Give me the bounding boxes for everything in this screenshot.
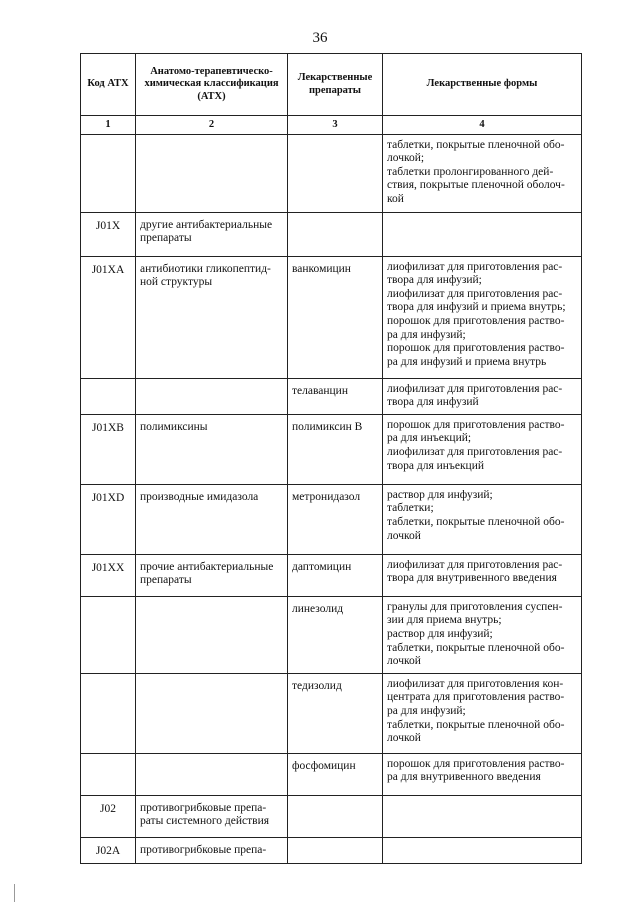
dosage-form-line: ра для внутривенного введения	[387, 771, 541, 784]
dosage-form-line: порошок для приготовления раство-	[387, 314, 565, 327]
table-row	[81, 753, 582, 795]
header-atc-code: Код АТХ	[81, 54, 136, 116]
dosage-form-line: твора для инфузий	[387, 396, 479, 409]
dosage-form-line: лочкой	[387, 655, 421, 668]
table-row	[81, 378, 582, 414]
atc-classification-cell: прочие антибактериальные препараты	[136, 554, 288, 596]
column-number-row	[81, 116, 582, 135]
dosage-form-line: твора для инфузий и приема внутрь;	[387, 301, 566, 314]
atc-code-cell: J01X	[81, 212, 136, 256]
header-drugs: Лекарственные препараты	[288, 54, 383, 116]
column-number: 4	[383, 116, 582, 135]
dosage-forms-cell	[383, 378, 582, 414]
dosage-form-line: таблетки, покрытые пленочной обо-	[387, 718, 565, 731]
atc-code-cell	[81, 134, 136, 212]
atc-code-cell	[81, 673, 136, 753]
header-dosage-forms: Лекарственные формы	[383, 54, 582, 116]
column-number: 1	[81, 116, 136, 135]
dosage-form-line: раствор для инфузий;	[387, 488, 493, 501]
dosage-forms-cell	[383, 837, 582, 863]
drug-name-cell	[288, 837, 383, 863]
dosage-form-line: лиофилизат для приготовления рас-	[387, 445, 563, 458]
atc-classification-cell	[136, 596, 288, 673]
table-row	[81, 134, 582, 212]
drug-name-cell	[288, 134, 383, 212]
dosage-form-line: лочкой	[387, 529, 421, 542]
drug-name-cell: метронидазол	[288, 484, 383, 554]
dosage-form-line: гранулы для приготовления суспен-	[387, 600, 563, 613]
atc-code-cell: J02A	[81, 837, 136, 863]
dosage-form-line: лиофилизат для приготовления рас-	[387, 558, 563, 571]
atc-code-cell: J02	[81, 795, 136, 837]
dosage-forms-cell	[383, 256, 582, 378]
atc-code-cell: J01XA	[81, 256, 136, 378]
header-atc-classification: Анатомо-терапевтическо-химическая классификация (АТХ)	[136, 54, 288, 116]
dosage-form-line: порошок для приготовления раство-	[387, 757, 565, 770]
dosage-form-line: лочкой	[387, 732, 421, 745]
dosage-form-line: кой	[387, 192, 404, 205]
dosage-form-line: таблетки, покрытые пленочной обо-	[387, 515, 565, 528]
dosage-form-line: ра для инфузий и приема внутрь	[387, 355, 547, 368]
atc-code-cell: J01XX	[81, 554, 136, 596]
dosage-forms-cell	[383, 795, 582, 837]
dosage-form-line: таблетки пролонгированного дей-	[387, 165, 554, 178]
atc-classification-cell: полимиксины	[136, 414, 288, 484]
table-row	[81, 414, 582, 484]
drug-classification-table	[80, 53, 582, 864]
drug-name-cell: тедизолид	[288, 673, 383, 753]
dosage-forms-cell	[383, 414, 582, 484]
dosage-forms-cell	[383, 673, 582, 753]
table-row	[81, 212, 582, 256]
dosage-form-line: ра для инфузий;	[387, 704, 466, 717]
dosage-form-line: таблетки;	[387, 502, 434, 515]
dosage-form-line: ра для инфузий;	[387, 328, 466, 341]
dosage-form-line: зии для приема внутрь;	[387, 614, 502, 627]
dosage-form-line: раствор для инфузий;	[387, 627, 493, 640]
dosage-form-line: ствия, покрытые пленочной оболоч-	[387, 179, 565, 192]
atc-code-cell	[81, 753, 136, 795]
drug-name-cell	[288, 212, 383, 256]
table-row	[81, 554, 582, 596]
dosage-form-line: центрата для приготовления раство-	[387, 691, 565, 704]
table-row	[81, 673, 582, 753]
drug-name-cell: фосфомицин	[288, 753, 383, 795]
dosage-forms-cell	[383, 134, 582, 212]
drug-name-cell: ванкомицин	[288, 256, 383, 378]
page-number: 36	[312, 30, 328, 46]
dosage-forms-cell	[383, 212, 582, 256]
dosage-form-line: лочкой;	[387, 152, 425, 165]
atc-classification-cell: производные имидазола	[136, 484, 288, 554]
table-row	[81, 484, 582, 554]
table-body	[81, 134, 582, 863]
drug-name-cell	[288, 795, 383, 837]
drug-name-cell: линезолид	[288, 596, 383, 673]
column-number: 3	[288, 116, 383, 135]
dosage-form-line: лиофилизат для приготовления кон-	[387, 677, 564, 690]
dosage-form-line: лиофилизат для приготовления рас-	[387, 260, 563, 273]
atc-code-cell	[81, 378, 136, 414]
dosage-form-line: таблетки, покрытые пленочной обо-	[387, 641, 565, 654]
dosage-form-line: твора для инфузий;	[387, 274, 482, 287]
dosage-forms-cell	[383, 484, 582, 554]
dosage-forms-cell	[383, 554, 582, 596]
atc-classification-cell	[136, 753, 288, 795]
dosage-form-line: лиофилизат для приготовления рас-	[387, 382, 563, 395]
drug-name-cell: телаванцин	[288, 378, 383, 414]
table-row	[81, 795, 582, 837]
column-number: 2	[136, 116, 288, 135]
dosage-forms-cell	[383, 596, 582, 673]
dosage-form-line: таблетки, покрытые пленочной обо-	[387, 138, 565, 151]
atc-code-cell	[81, 596, 136, 673]
table-row	[81, 596, 582, 673]
dosage-form-line: твора для инъекций	[387, 459, 485, 472]
dosage-form-line: порошок для приготовления раство-	[387, 342, 565, 355]
dosage-form-line: лиофилизат для приготовления рас-	[387, 287, 563, 300]
drug-name-cell: даптомицин	[288, 554, 383, 596]
table-row	[81, 837, 582, 863]
atc-code-cell: J01XD	[81, 484, 136, 554]
atc-classification-cell: другие антибактериальные препараты	[136, 212, 288, 256]
atc-classification-cell	[136, 134, 288, 212]
table-header-row	[81, 54, 582, 116]
atc-classification-cell	[136, 378, 288, 414]
atc-code-cell: J01XB	[81, 414, 136, 484]
table-row	[81, 256, 582, 378]
dosage-form-line: порошок для приготовления раство-	[387, 418, 565, 431]
atc-classification-cell: противогрибковые препа-раты системного действия	[136, 795, 288, 837]
dosage-form-line: ра для инъекций;	[387, 432, 472, 445]
dosage-form-line: твора для внутривенного введения	[387, 572, 557, 585]
atc-classification-cell	[136, 673, 288, 753]
atc-classification-cell: противогрибковые препа-	[136, 837, 288, 863]
scan-artifact-line	[14, 884, 15, 902]
dosage-forms-cell	[383, 753, 582, 795]
atc-classification-cell: антибиотики гликопептид-ной структуры	[136, 256, 288, 378]
drug-name-cell: полимиксин В	[288, 414, 383, 484]
